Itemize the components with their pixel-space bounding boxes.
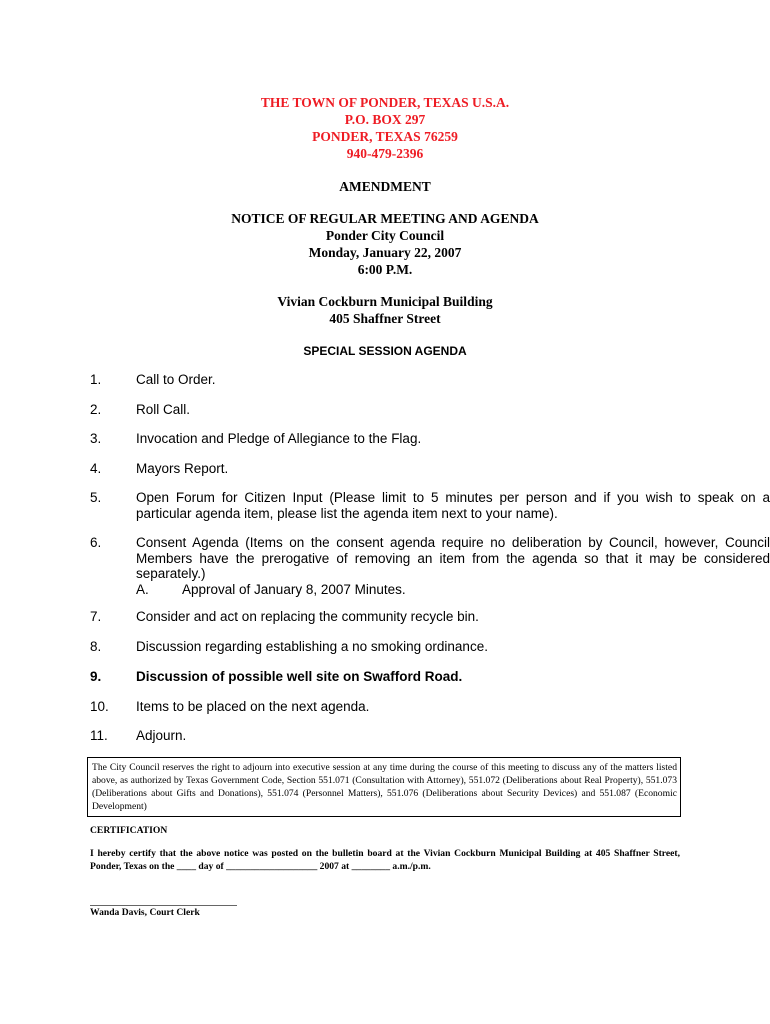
venue-street: 405 Shaffner Street — [329, 311, 441, 326]
signer-name: Wanda Davis, Court Clerk — [90, 907, 200, 918]
agenda-item-text: Roll Call. — [136, 402, 191, 417]
agenda-item-number: 4. — [90, 461, 102, 476]
phone-number: 940-479-2396 — [346, 146, 424, 161]
meeting-time: 6:00 P.M. — [357, 262, 413, 277]
agenda-item-text: Invocation and Pledge of Allegiance to the Flag. — [136, 431, 422, 446]
agenda-item-number: 10. — [90, 699, 109, 714]
agenda-item-number: 7. — [90, 609, 102, 624]
council-name: Ponder City Council — [325, 228, 445, 243]
certification-statement: I hereby certify that the above notice was posted on the bulletin board at the Vivian Cockburn Municipal Building at 405 Shaffner Street, Ponder, Texas on the ____ day of ___________________ 2007 at ________ a.m./p.m. — [90, 848, 680, 872]
agenda-item-text: Discussion of possible well site on Swafford Road. — [136, 669, 463, 684]
notice-title: NOTICE OF REGULAR MEETING AND AGENDA — [231, 211, 539, 226]
agenda-item-number: 3. — [90, 431, 102, 446]
agenda-item-text: Open Forum for Citizen Input (Please limit to 5 minutes per person and if you wish to speak on a particular agenda item, please list the agenda item next to your name). — [136, 490, 770, 521]
agenda-item-number: 6. — [90, 535, 102, 550]
agenda-item-text: Discussion regarding establishing a no smoking ordinance. — [136, 639, 488, 654]
agenda-sub-item — [136, 582, 770, 598]
agenda-item-text: Mayors Report. — [136, 461, 229, 476]
agenda-sub-item-letter: A. — [136, 581, 149, 597]
agenda-item-text: Consider and act on replacing the community recycle bin. — [136, 609, 479, 624]
amendment-heading: AMENDMENT — [339, 179, 431, 194]
agenda-item-body: Consent Agenda (Items on the consent agenda require no deliberation by Council, however, Council Members have the prerogative of removing an item from the agenda so that it may be considered separately.) — [136, 535, 770, 581]
agenda-item-number: 1. — [90, 372, 102, 387]
agenda-item-number: 11. — [90, 728, 108, 743]
po-box: P.O. BOX 297 — [344, 112, 426, 127]
agenda-sub-item-text: Approval of January 8, 2007 Minutes. — [182, 581, 406, 597]
agenda-item-text: Call to Order. — [136, 372, 216, 387]
meeting-date: Monday, January 22, 2007 — [308, 245, 462, 260]
agenda-item-number: 5. — [90, 490, 102, 505]
town-name: THE TOWN OF PONDER, TEXAS U.S.A. — [260, 95, 510, 110]
venue-name: Vivian Cockburn Municipal Building — [277, 294, 493, 309]
city-state-zip: PONDER, TEXAS 76259 — [312, 129, 458, 144]
agenda-item-number: 9. — [90, 669, 102, 684]
agenda-item-text: Adjourn. — [136, 728, 187, 743]
agenda-item-number: 2. — [90, 402, 102, 417]
certification-heading: CERTIFICATION — [90, 825, 168, 836]
agenda-item-text: Items to be placed on the next agenda. — [136, 699, 370, 714]
signature-line — [90, 905, 237, 906]
executive-session-disclaimer: The City Council reserves the right to adjourn into executive session at any time during the course of this meeting to discuss any of the matters listed above, as authorized by Texas Government Code, Section 551.071 (Consultation with Attorney), 551.072 (Deliberations about Real Property), 551.073 (Deliberations about Gifts and Donations), 551.074 (Personnel Matters), 551.076 (Deliberations about Security Devices) and 551.087 (Economic Development) — [87, 757, 681, 817]
agenda-item-number: 8. — [90, 639, 102, 654]
agenda-item-text — [136, 535, 770, 597]
session-title: SPECIAL SESSION AGENDA — [303, 344, 467, 358]
